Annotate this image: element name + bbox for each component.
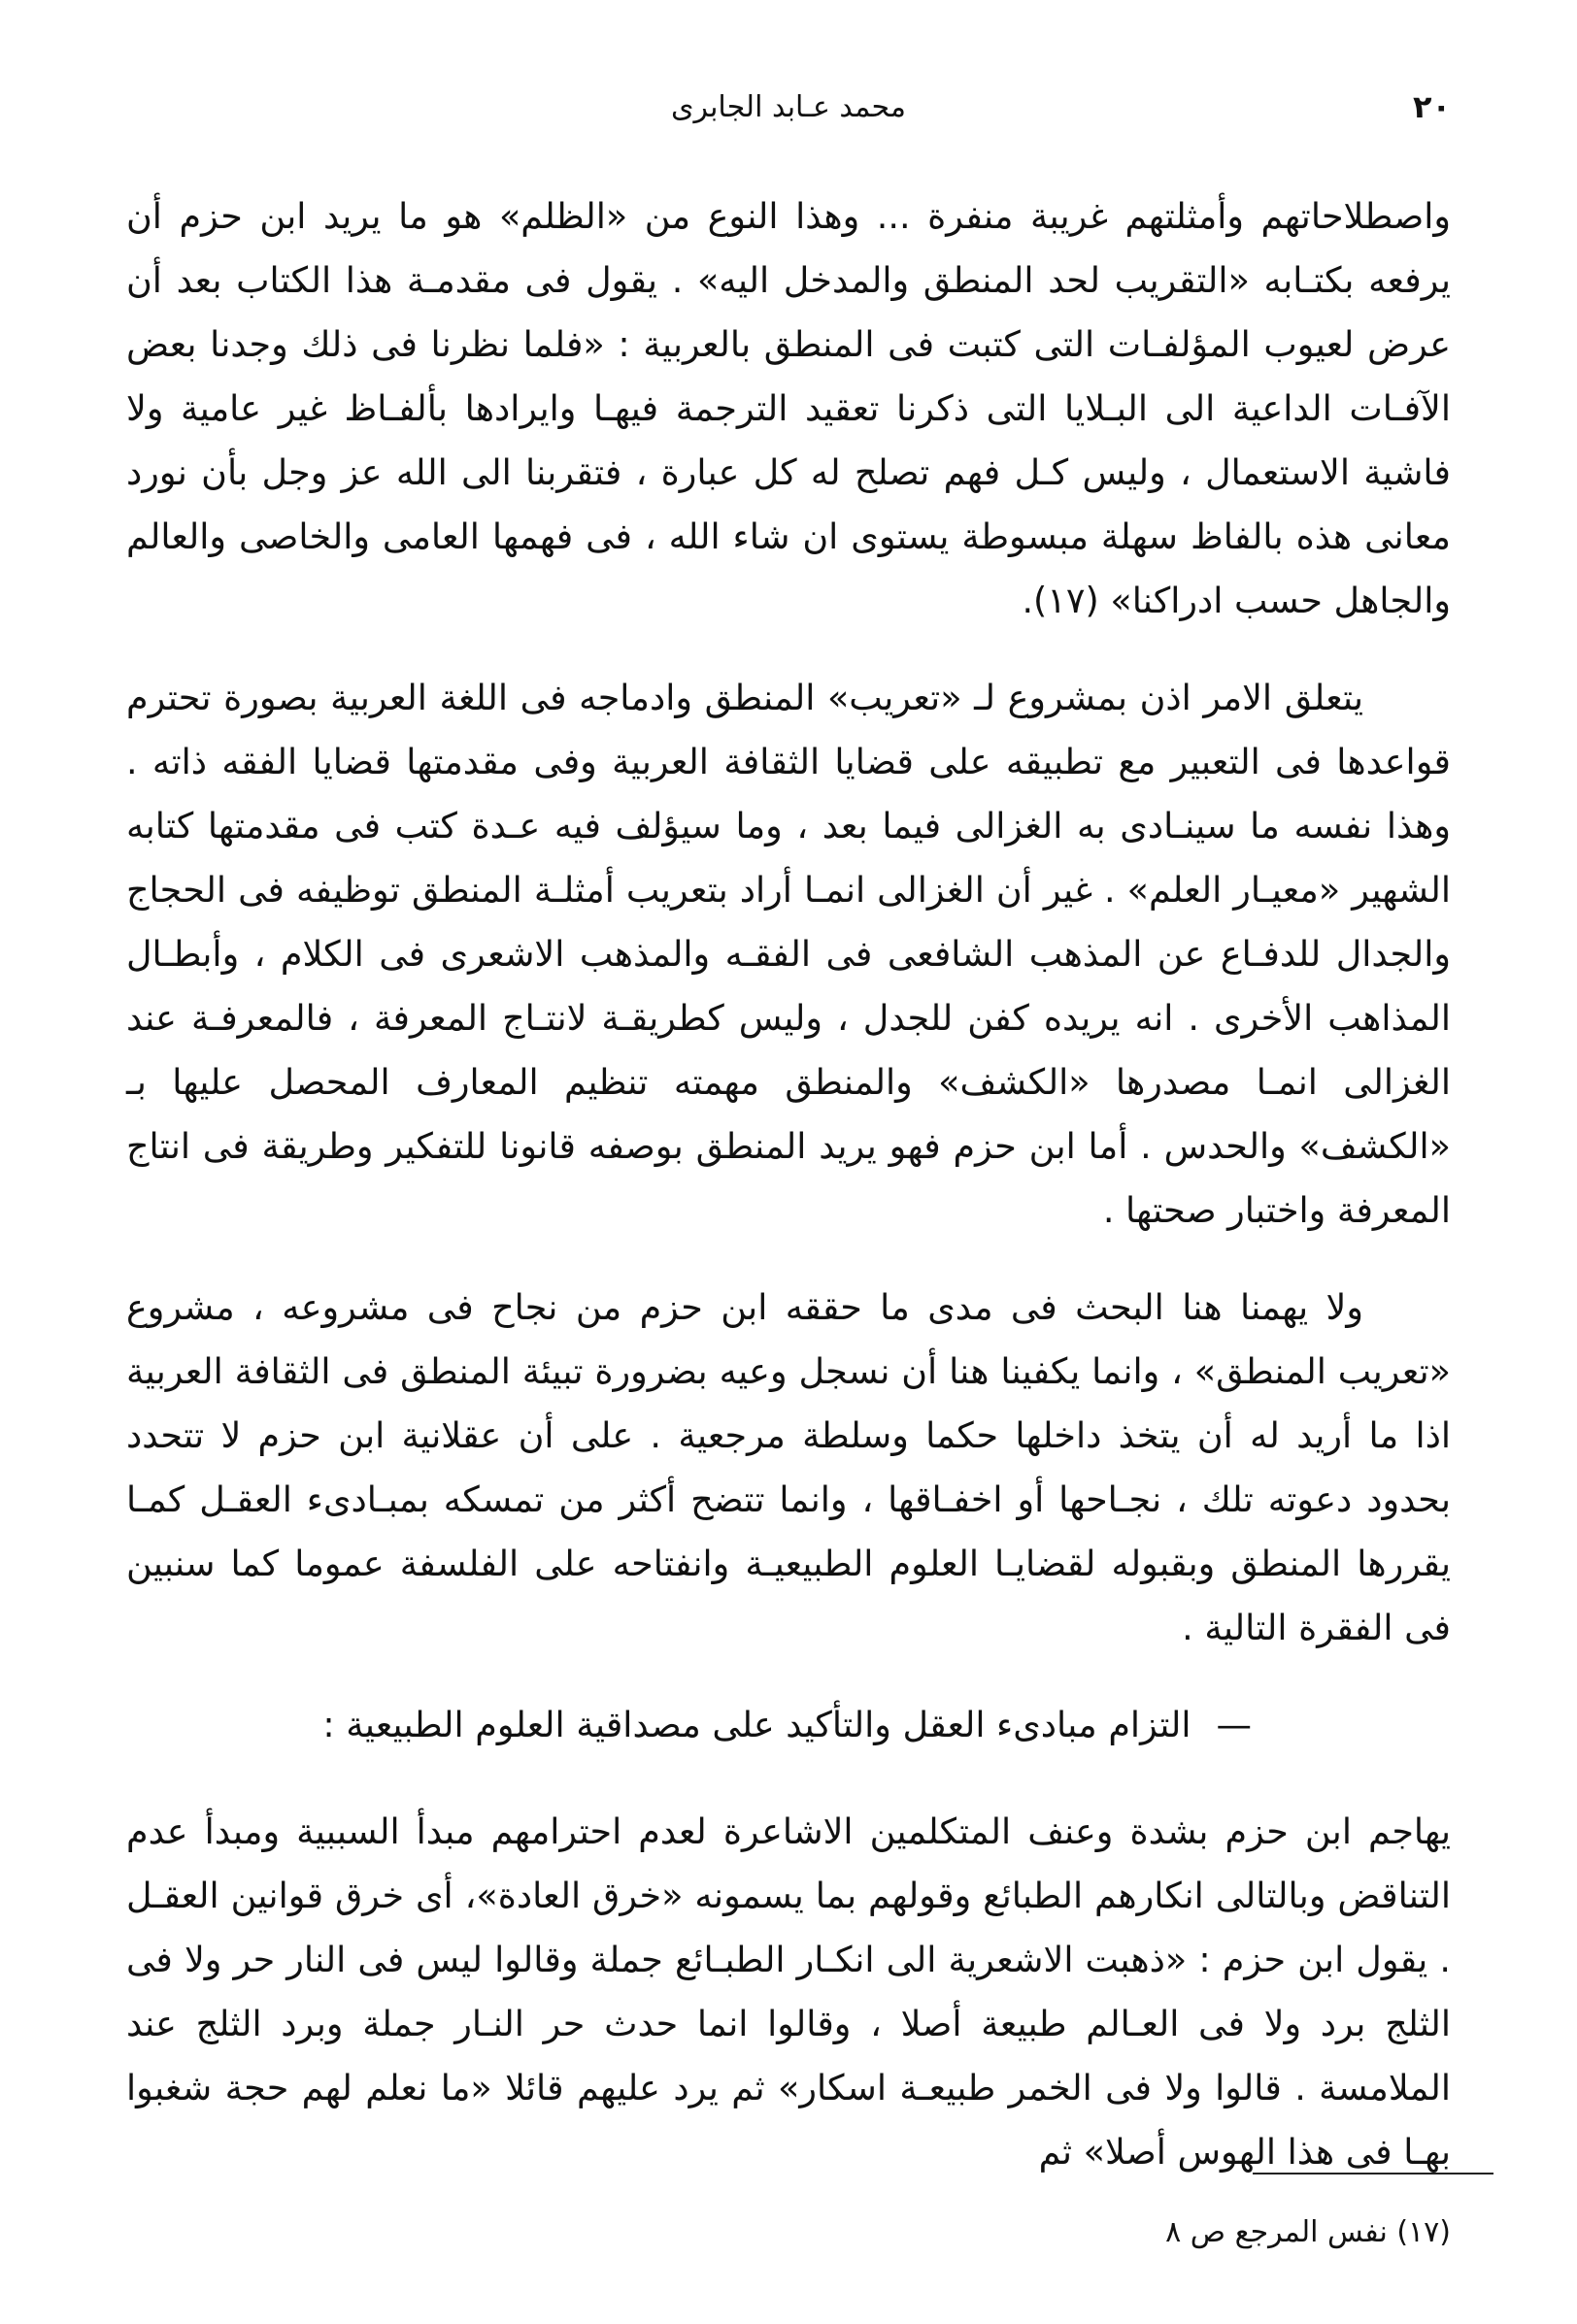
body-text [126, 184, 1451, 2217]
footnote: (١٧) نفس المرجع ص ٨ [1165, 2215, 1451, 2249]
paragraph-3: ولا يهمنا هنا البحث فى مدى ما حققه ابن حزم من نجاح فى مشروعه ، مشروع «تعريب المنطق» ، وانما يكفينا هنا أن نسجل وعيه بضرورة تبيئة المنطق فى الثقافة العربية اذا ما أريد له أن يتخذ داخلها حكما وسلطة مرجعية . على أن عقلانية ابن حزم لا تتحدد بحدود دعوته تلك ، نجـاحها أو اخفـاقها ، وانما تتضح أكثر من تمسكه بمبـادىء العقـل كمـا يقررها المنطق وبقبوله لقضايـا العلوم الطبيعيـة وانفتاحه على الفلسفة عموما كما سنبين فى الفقرة التالية . [126, 1286, 1451, 1648]
subheading-text: التزام مبادىء العقل والتأكيد على مصداقية العلوم الطبيعية : [322, 1704, 1191, 1745]
paragraph-1: واصطلاحاتهم وأمثلتهم غريبة منفرة ... وهذا النوع من «الظلم» هو ما يريد ابن حزم أن يرفعه بكتـابه «التقريب لحد المنطق والمدخل اليه» . يقول فى مقدمـة هذا الكتاب بعد أن عرض لعيوب المؤلفـات التى كتبت فى المنطق بالعربية : «فلما نظرنا فى ذلك وجدنا بعض الآفـات الداعية الى البـلايا التى ذكرنا تعقيد الترجمة فيهـا وايرادها بألفـاظ غير عامية ولا فاشية الاستعمال ، وليس كـل فهم تصلح له كل عبارة ، فتقربنا الى الله عز وجل بأن نورد معانى هذه بالفاظ سهلة مبسوطة يستوى ان شاء الله ، فى فهمها العامى والخاصى والعالم والجاهل حسب ادراكنا» (١٧). [126, 195, 1451, 621]
running-head-author: محمد عـابد الجابرى [671, 89, 906, 124]
section-subheading [126, 1693, 1451, 1757]
paragraph-2: يتعلق الامر اذن بمشروع لـ «تعريب» المنطق وادماجه فى اللغة العربية بصورة تحترم قواعدها فى التعبير مع تطبيقه على قضايا الثقافة العربية وفى مقدمتها قضايا الفقه ذاته . وهذا نفسه ما سينـادى به الغزالى فيما بعد ، وما سيؤلف فيه عـدة كتب فى مقدمتها كتابه الشهير «معيـار العلم» . غير أن الغزالى انمـا أراد بتعريب أمثلـة المنطق توظيفه فى الحجاج والجدال للدفـاع عن المذهب الشافعى فى الفقـه والمذهب الاشعرى فى الكلام ، وأبطـال المذاهب الأخرى . انه يريده كفن للجدل ، وليس كطريقـة لانتـاج المعرفة ، فالمعرفـة عند الغزالى انمـا مصدرها «الكشف» والمنطق مهمته تنظيم المعارف المحصل عليها بـ «الكشف» والحدس . أما ابن حزم فهو يريد المنطق بوصفه قانونا للتفكير وطريقة فى انتاج المعرفة واختبار صحتها . [126, 677, 1451, 1231]
page-number: ٢٠ [1412, 88, 1451, 125]
subheading-dash: — [1216, 1704, 1252, 1745]
footnote-separator [1253, 2173, 1493, 2175]
running-head [126, 85, 1451, 128]
paragraph-4: يهاجم ابن حزم بشدة وعنف المتكلمين الاشاعرة لعدم احترامهم مبدأ السببية ومبدأ عدم التناقض وبالتالى انكارهم الطبائع وقولهم بما يسمونه «خرق العادة»، أى خرق قوانين العقـل . يقول ابن حزم : «ذهبت الاشعرية الى انكـار الطبـائع جملة وقالوا ليس فى النار حر ولا فى الثلج برد ولا فى العـالم طبيعة أصلا ، وقالوا انما حدث حر النـار جملة وبرد الثلج عند الملامسة . قالوا ولا فى الخمر طبيعـة اسكار» ثم يرد عليهم قائلا «ما نعلم لهم حجة شغبوا بهـا فى هذا الهوس أصلا» ثم [126, 1810, 1451, 2173]
